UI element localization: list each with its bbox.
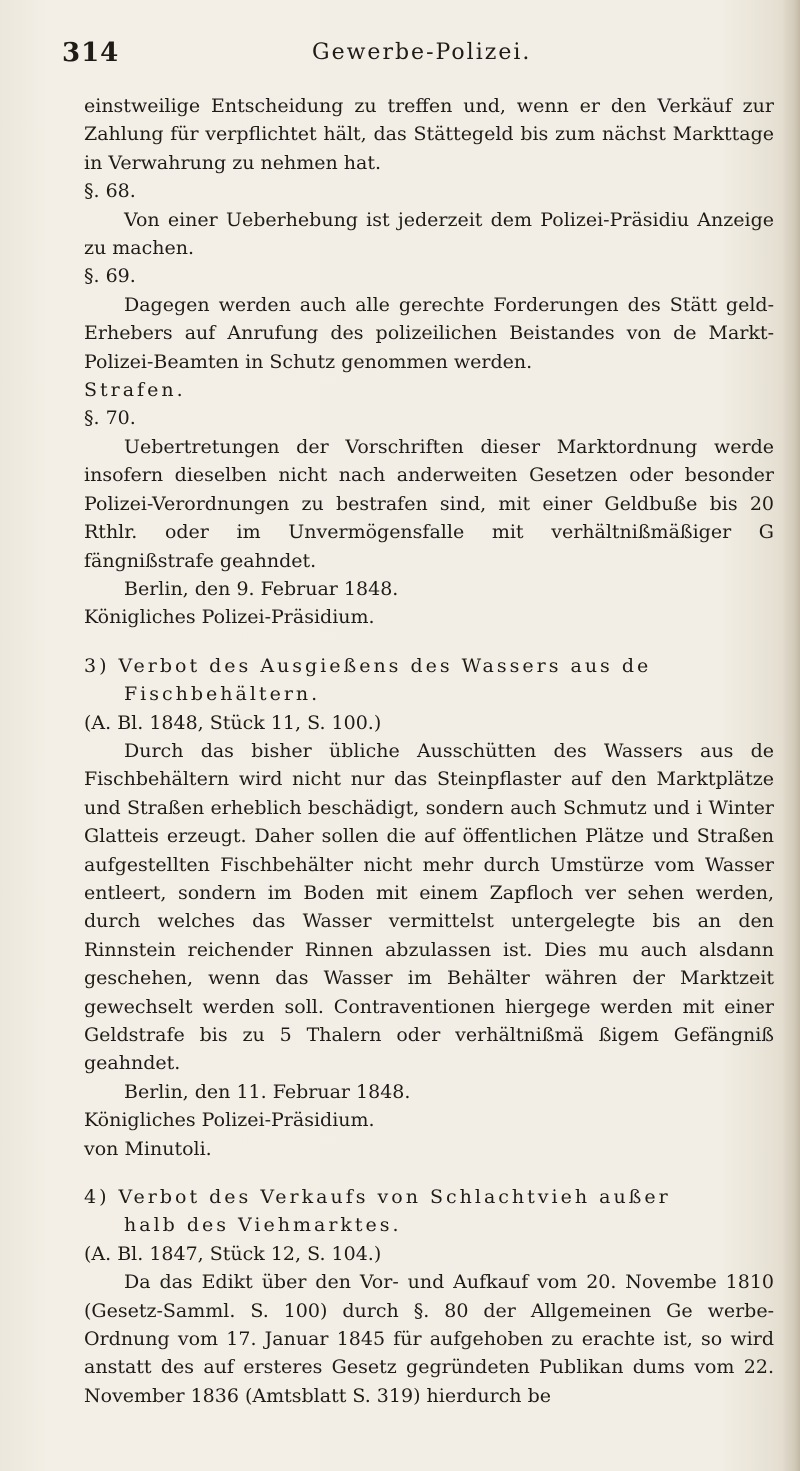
- section-3-signer: von Minutoli.: [84, 1137, 212, 1160]
- section-4-heading-line-2: halb des Viehmarktes.: [124, 1214, 402, 1237]
- section-4-heading-line-1: 4) Verbot des Verkaufs von Schlachtvieh außer: [84, 1186, 671, 1209]
- section-4-text: Da das Edikt über den Vor- und Aufkauf vom 20. Novembe 1810 (Gesetz-Samml. S. 100) durch §. 80 der Allgemeinen Ge werbe-Ordnung vom 17. Januar 1845 für aufgehoben zu erachte ist, so wird anstatt des auf ersteres Gesetz gegründeten Publikan dums vom 22. November 1836 (Amtsblatt S. 319) hierdurch be: [84, 1271, 774, 1407]
- page-header: [62, 38, 762, 78]
- signature-1: Königliches Polizei-Präsidium.: [84, 606, 375, 629]
- section-number-68: §. 68.: [84, 180, 136, 203]
- section-3-signature: Königliches Polizei-Präsidium.: [84, 1109, 375, 1132]
- spacer: [84, 632, 774, 652]
- section-3-date: Berlin, den 11. Februar 1848.: [124, 1080, 411, 1103]
- page-number: 314: [62, 38, 120, 68]
- spacer: [84, 1163, 774, 1183]
- date-line-1: Berlin, den 9. Februar 1848.: [124, 577, 399, 600]
- paragraph-68: Von einer Ueberhebung ist jederzeit dem Polizei-Präsidiu Anzeige zu machen.: [84, 208, 774, 260]
- running-head: Gewerbe-Polizei.: [312, 40, 532, 65]
- paragraph-70: Uebertretungen der Vorschriften dieser Marktordnung werde insofern dieselben nicht nach anderweiten Gesetzen oder besonder Polizei-Verordnungen zu bestrafen sind, mit einer Geldbuße bis 20 Rthlr. oder im Unvermögensfalle mit verhältnißmäßiger G fängnißstrafe geahndet.: [84, 435, 774, 572]
- section-number-69: §. 69.: [84, 265, 136, 288]
- heading-strafen: Strafen.: [84, 379, 186, 402]
- section-3-text: Durch das bisher übliche Ausschütten des Wassers aus de Fischbehältern wird nicht nur das Steinpflaster auf den Marktplätze und Straßen erheblich beschädigt, sondern auch Schmutz und i Winter Glatteis erzeugt. Daher sollen die auf öffentlichen Plätze und Straßen aufgestellten Fischbehälter nicht mehr durch Umstürze vom Wasser entleert, sondern im Boden mit einem Zapfloch ver sehen werden, durch welches das Wasser vermittelst untergelegte bis an den Rinnstein reichender Rinnen abzulassen ist. Dies mu auch alsdann geschehen, wenn das Wasser im Behälter währen der Marktzeit gewechselt werden soll. Contraventionen hiergege werden mit einer Geldstrafe bis zu 5 Thalern oder verhältnißmä ßigem Gefängniß geahndet.: [84, 739, 774, 1075]
- section-3-heading-line-2: Fischbehältern.: [124, 683, 321, 706]
- paragraph-69: Dagegen werden auch alle gerechte Forderungen des Stätt geld-Erhebers auf Anrufung des polizeilichen Beistandes von de Markt-Polizei-Beamten in Schutz genommen werden.: [84, 293, 774, 373]
- section-3-heading-line-1: 3) Verbot des Ausgießens des Wassers aus de: [84, 654, 652, 677]
- section-3-reference: (A. Bl. 1848, Stück 11, S. 100.): [84, 711, 382, 734]
- page-content: [84, 92, 774, 1410]
- section-number-70: §. 70.: [84, 407, 136, 430]
- section-4-reference: (A. Bl. 1847, Stück 12, S. 104.): [84, 1242, 382, 1265]
- page-edge-shadow: [782, 0, 800, 1471]
- paragraph-continuation: einstweilige Entscheidung zu treffen und, wenn er den Verkäuf zur Zahlung für verpflichtet hält, das Stättegeld bis zum nächst Markttage in Verwahrung zu nehmen hat.: [84, 95, 774, 174]
